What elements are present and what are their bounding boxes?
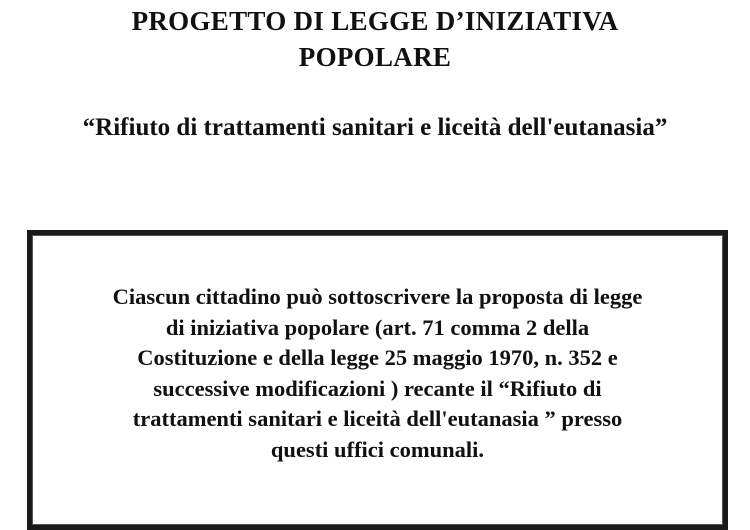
notice-line: successive modificazioni ) recante il “Rifiuto di bbox=[153, 375, 602, 401]
notice-text bbox=[27, 282, 728, 465]
document-title bbox=[0, 3, 750, 75]
notice-line: di iniziativa popolare (art. 71 comma 2 della bbox=[165, 314, 590, 340]
document-title-line: PROGETTO DI LEGGE D’INIZIATIVA bbox=[131, 6, 619, 36]
notice-line: Ciascun cittadino può sottoscrivere la proposta di legge bbox=[112, 284, 643, 309]
notice-line: Costituzione e della legge 25 maggio 1970, n. 352 e bbox=[137, 345, 618, 370]
notice-line: questi uffici comunali. bbox=[270, 436, 485, 462]
document-subtitle: “Rifiuto di trattamenti sanitari e liceità dell'eutanasia” bbox=[82, 114, 668, 141]
document-title-line: POPOLARE bbox=[298, 42, 452, 72]
notice-line: trattamenti sanitari e liceità dell'eutanasia ” presso bbox=[132, 406, 623, 431]
